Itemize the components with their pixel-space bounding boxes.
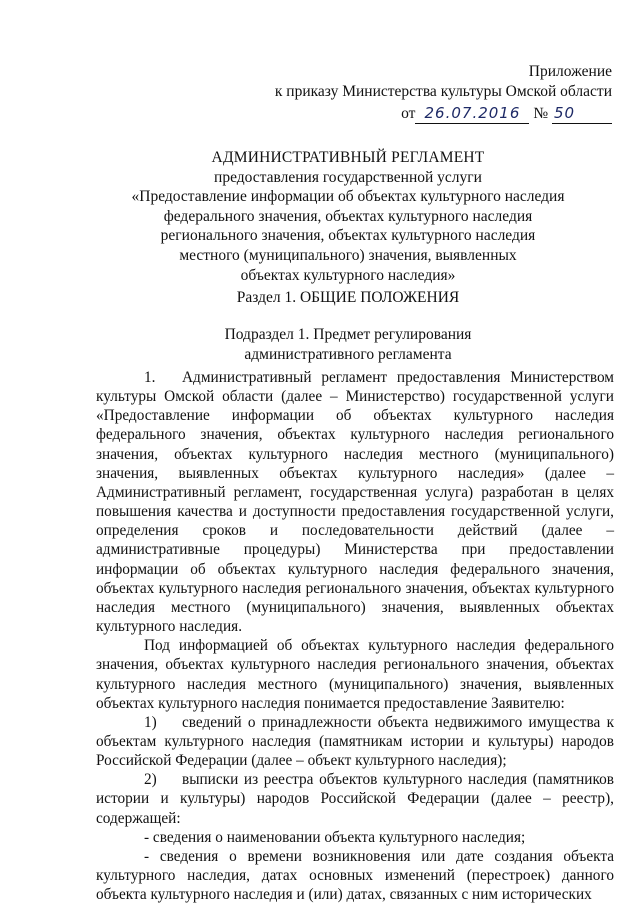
title-line: регионального значения, объектах культурного наследия <box>160 227 536 245</box>
list-item-2-text: выписки из реестра объектов культурного наследия (памятников истории и культуры) народов Российской Федерации (далее – реестр), содержащей: <box>96 771 614 827</box>
title-line: предоставления государственной услуги <box>214 168 482 186</box>
handwritten-date: 26.07.2016 <box>415 103 529 124</box>
title-line: объектах культурного наследия» <box>240 266 456 284</box>
number-prefix: № <box>533 105 549 122</box>
handwritten-number: 50 <box>552 103 612 124</box>
list-item-1-text: сведений о принадлежности объекта недвижимого имущества к объектам культурного наследия (памятникам истории и культуры) народов Российской Федерации (далее – объект культурного наследия); <box>96 713 614 770</box>
paragraph-1-number: 1. <box>144 369 156 386</box>
paragraph-1-text: Административный регламент предоставления Министерством культуры Омской области (далее – Министерство) государственной услуги «Предоставление информации об объектах культурного наследия федерального значения, объектах культурного наследия регионального значения, объектах культурного наследия местного (муниципального) значения, выявленных объектах культурного наследия» (далее – Административный регламент, государственная услуга) разработан в целях повышения качества и доступности предоставления государственной услуги, определения сроков и последовательности действий (далее – административные процедуры) Министерства при предоставлении информации об объектах культурного наследия федерального значения, объектах культурного наследия регионального значения, объектах культурного наследия местного (муниципального) значения, выявленных объектах культурного наследия. <box>96 369 614 636</box>
list-item-2 <box>96 770 614 827</box>
section-heading <box>88 288 608 308</box>
appendix-label: Приложение <box>528 63 612 80</box>
title-line: местного (муниципального) значения, выявленных <box>179 246 517 264</box>
subsection-title-line2: административного регламента <box>244 345 452 363</box>
paragraph-2: Под информацией об объектах культурного наследия федерального значения, объектах культурного наследия регионального значения, объектах культурного наследия местного (муниципального) значения, выявленных объектах культурного наследия понимается предоставление Заявителю: <box>96 637 614 712</box>
document-title <box>88 148 608 285</box>
title-main: АДМИНИСТРАТИВНЫЙ РЕГЛАМЕНТ <box>211 149 485 166</box>
order-date-number <box>252 103 612 124</box>
dash-item-1: - сведения о наименовании объекта культурного наследия; <box>144 828 526 846</box>
body-text <box>96 368 614 904</box>
appendix-header <box>252 62 612 124</box>
section-title: Раздел 1. ОБЩИЕ ПОЛОЖЕНИЯ <box>236 289 460 306</box>
paragraph-1 <box>96 368 614 636</box>
title-line: федерального значения, объектах культурного наследия <box>163 207 533 225</box>
subsection-title-line1: Подраздел 1. Предмет регулирования <box>224 326 472 343</box>
dash-item-2: - сведения о времени возникновения или дате создания объекта культурного наследия, датах основных изменений (перестроек) данного объекта культурного наследия и (или) датах, связанных с ним исторических <box>96 847 614 904</box>
subsection-heading <box>88 325 608 364</box>
order-reference: к приказу Министерства культуры Омской области <box>274 83 612 100</box>
date-prefix: от <box>401 105 416 122</box>
list-item-2-number: 2) <box>144 771 157 789</box>
list-item-1-number: 1) <box>144 713 157 731</box>
list-item-1 <box>96 713 614 770</box>
title-line: «Предоставление информации об объектах культурного наследия <box>131 188 565 206</box>
